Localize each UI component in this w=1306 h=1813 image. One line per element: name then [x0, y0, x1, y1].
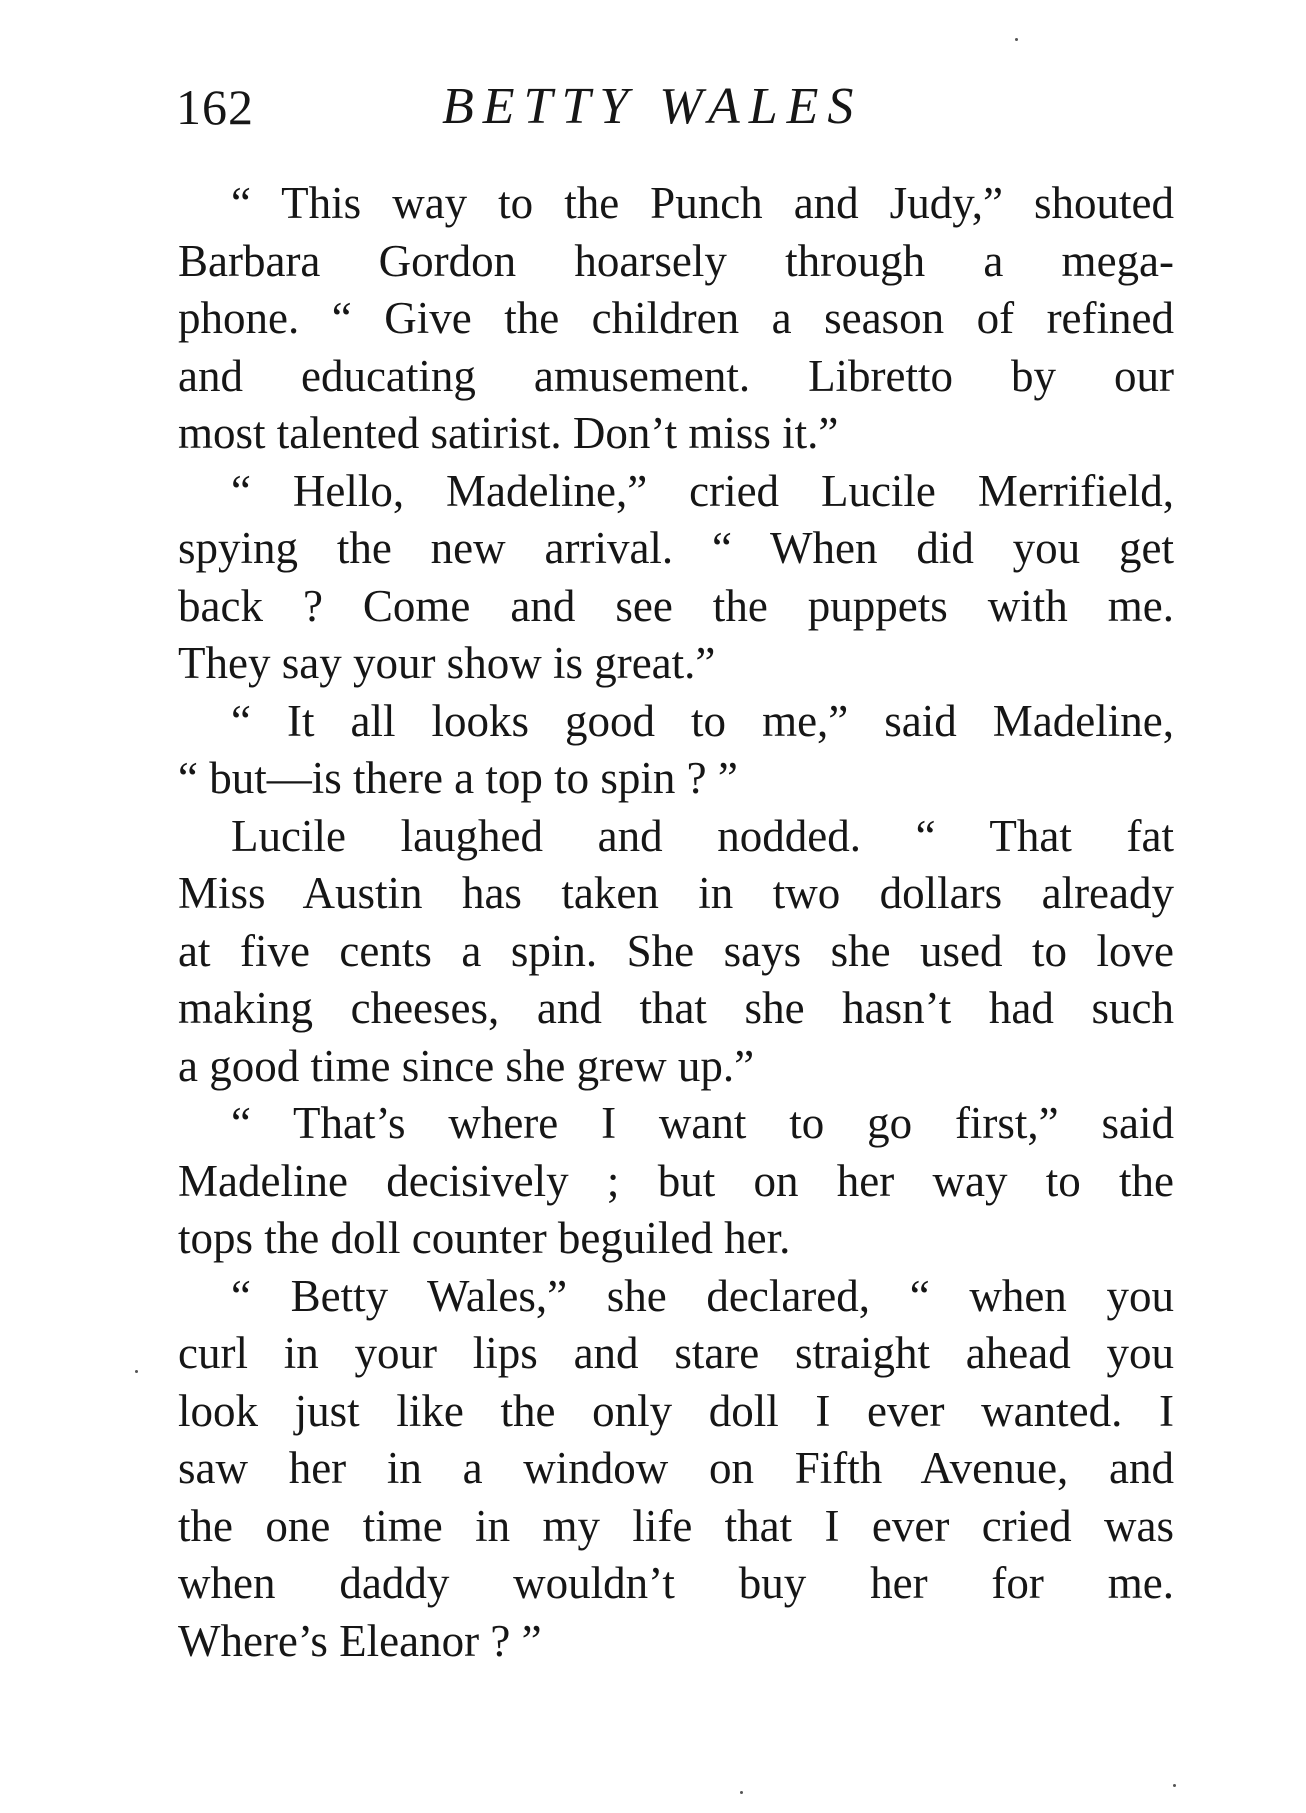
- text-line: Madeline decisively ; but on her way to the: [178, 1155, 1174, 1206]
- text-line: “ Betty Wales,” she declared, “ when you: [231, 1270, 1174, 1321]
- text-line: saw her in a window on Fifth Avenue, and: [178, 1443, 1174, 1493]
- running-title: BETTY WALES: [442, 78, 863, 135]
- text-line: Where’s Eleanor ? ”: [178, 1615, 542, 1666]
- text-line: tops the doll counter beguiled her.: [178, 1213, 791, 1263]
- page-number: 162: [176, 79, 254, 135]
- text-line: Barbara Gordon hoarsely through a mega-: [178, 235, 1174, 286]
- text-line: look just like the only doll I ever wanted. I: [178, 1385, 1174, 1436]
- scan-speck: [740, 1791, 743, 1794]
- running-head: [176, 72, 1176, 142]
- text-line: phone. “ Give the children a season of refined: [178, 293, 1174, 343]
- text-line: and educating amusement. Libretto by our: [178, 350, 1174, 401]
- text-line: Miss Austin has taken in two dollars already: [178, 868, 1174, 918]
- text-line: making cheeses, and that she hasn’t had such: [178, 983, 1174, 1033]
- text-line: “ This way to the Punch and Judy,” shouted: [231, 178, 1174, 228]
- text-line: a good time since she grew up.”: [178, 1040, 755, 1091]
- text-line: “ but—is there a top to spin ? ”: [178, 753, 738, 803]
- text-line: at five cents a spin. She says she used to love: [178, 925, 1174, 976]
- text-line: when daddy wouldn’t buy her for me.: [178, 1558, 1174, 1608]
- text-line: “ That’s where I want to go first,” said: [231, 1098, 1174, 1148]
- body-text: [178, 175, 1174, 1670]
- text-line: spying the new arrival. “ When did you get: [178, 523, 1174, 573]
- text-line: Lucile laughed and nodded. “ That fat: [231, 810, 1174, 861]
- text-line: curl in your lips and stare straight ahead you: [178, 1328, 1174, 1378]
- scan-speck: [135, 1370, 138, 1373]
- text-line: most talented satirist. Don’t miss it.”: [178, 408, 839, 458]
- scan-speck: [1173, 1784, 1176, 1787]
- text-line: back ? Come and see the puppets with me.: [178, 580, 1174, 631]
- text-line: “ It all looks good to me,” said Madeline,: [231, 695, 1174, 746]
- scan-speck: [1015, 38, 1018, 41]
- text-line: “ Hello, Madeline,” cried Lucile Merrifield,: [231, 465, 1174, 516]
- text-line: the one time in my life that I ever cried was: [178, 1500, 1174, 1551]
- text-line: They say your show is great.”: [178, 638, 716, 688]
